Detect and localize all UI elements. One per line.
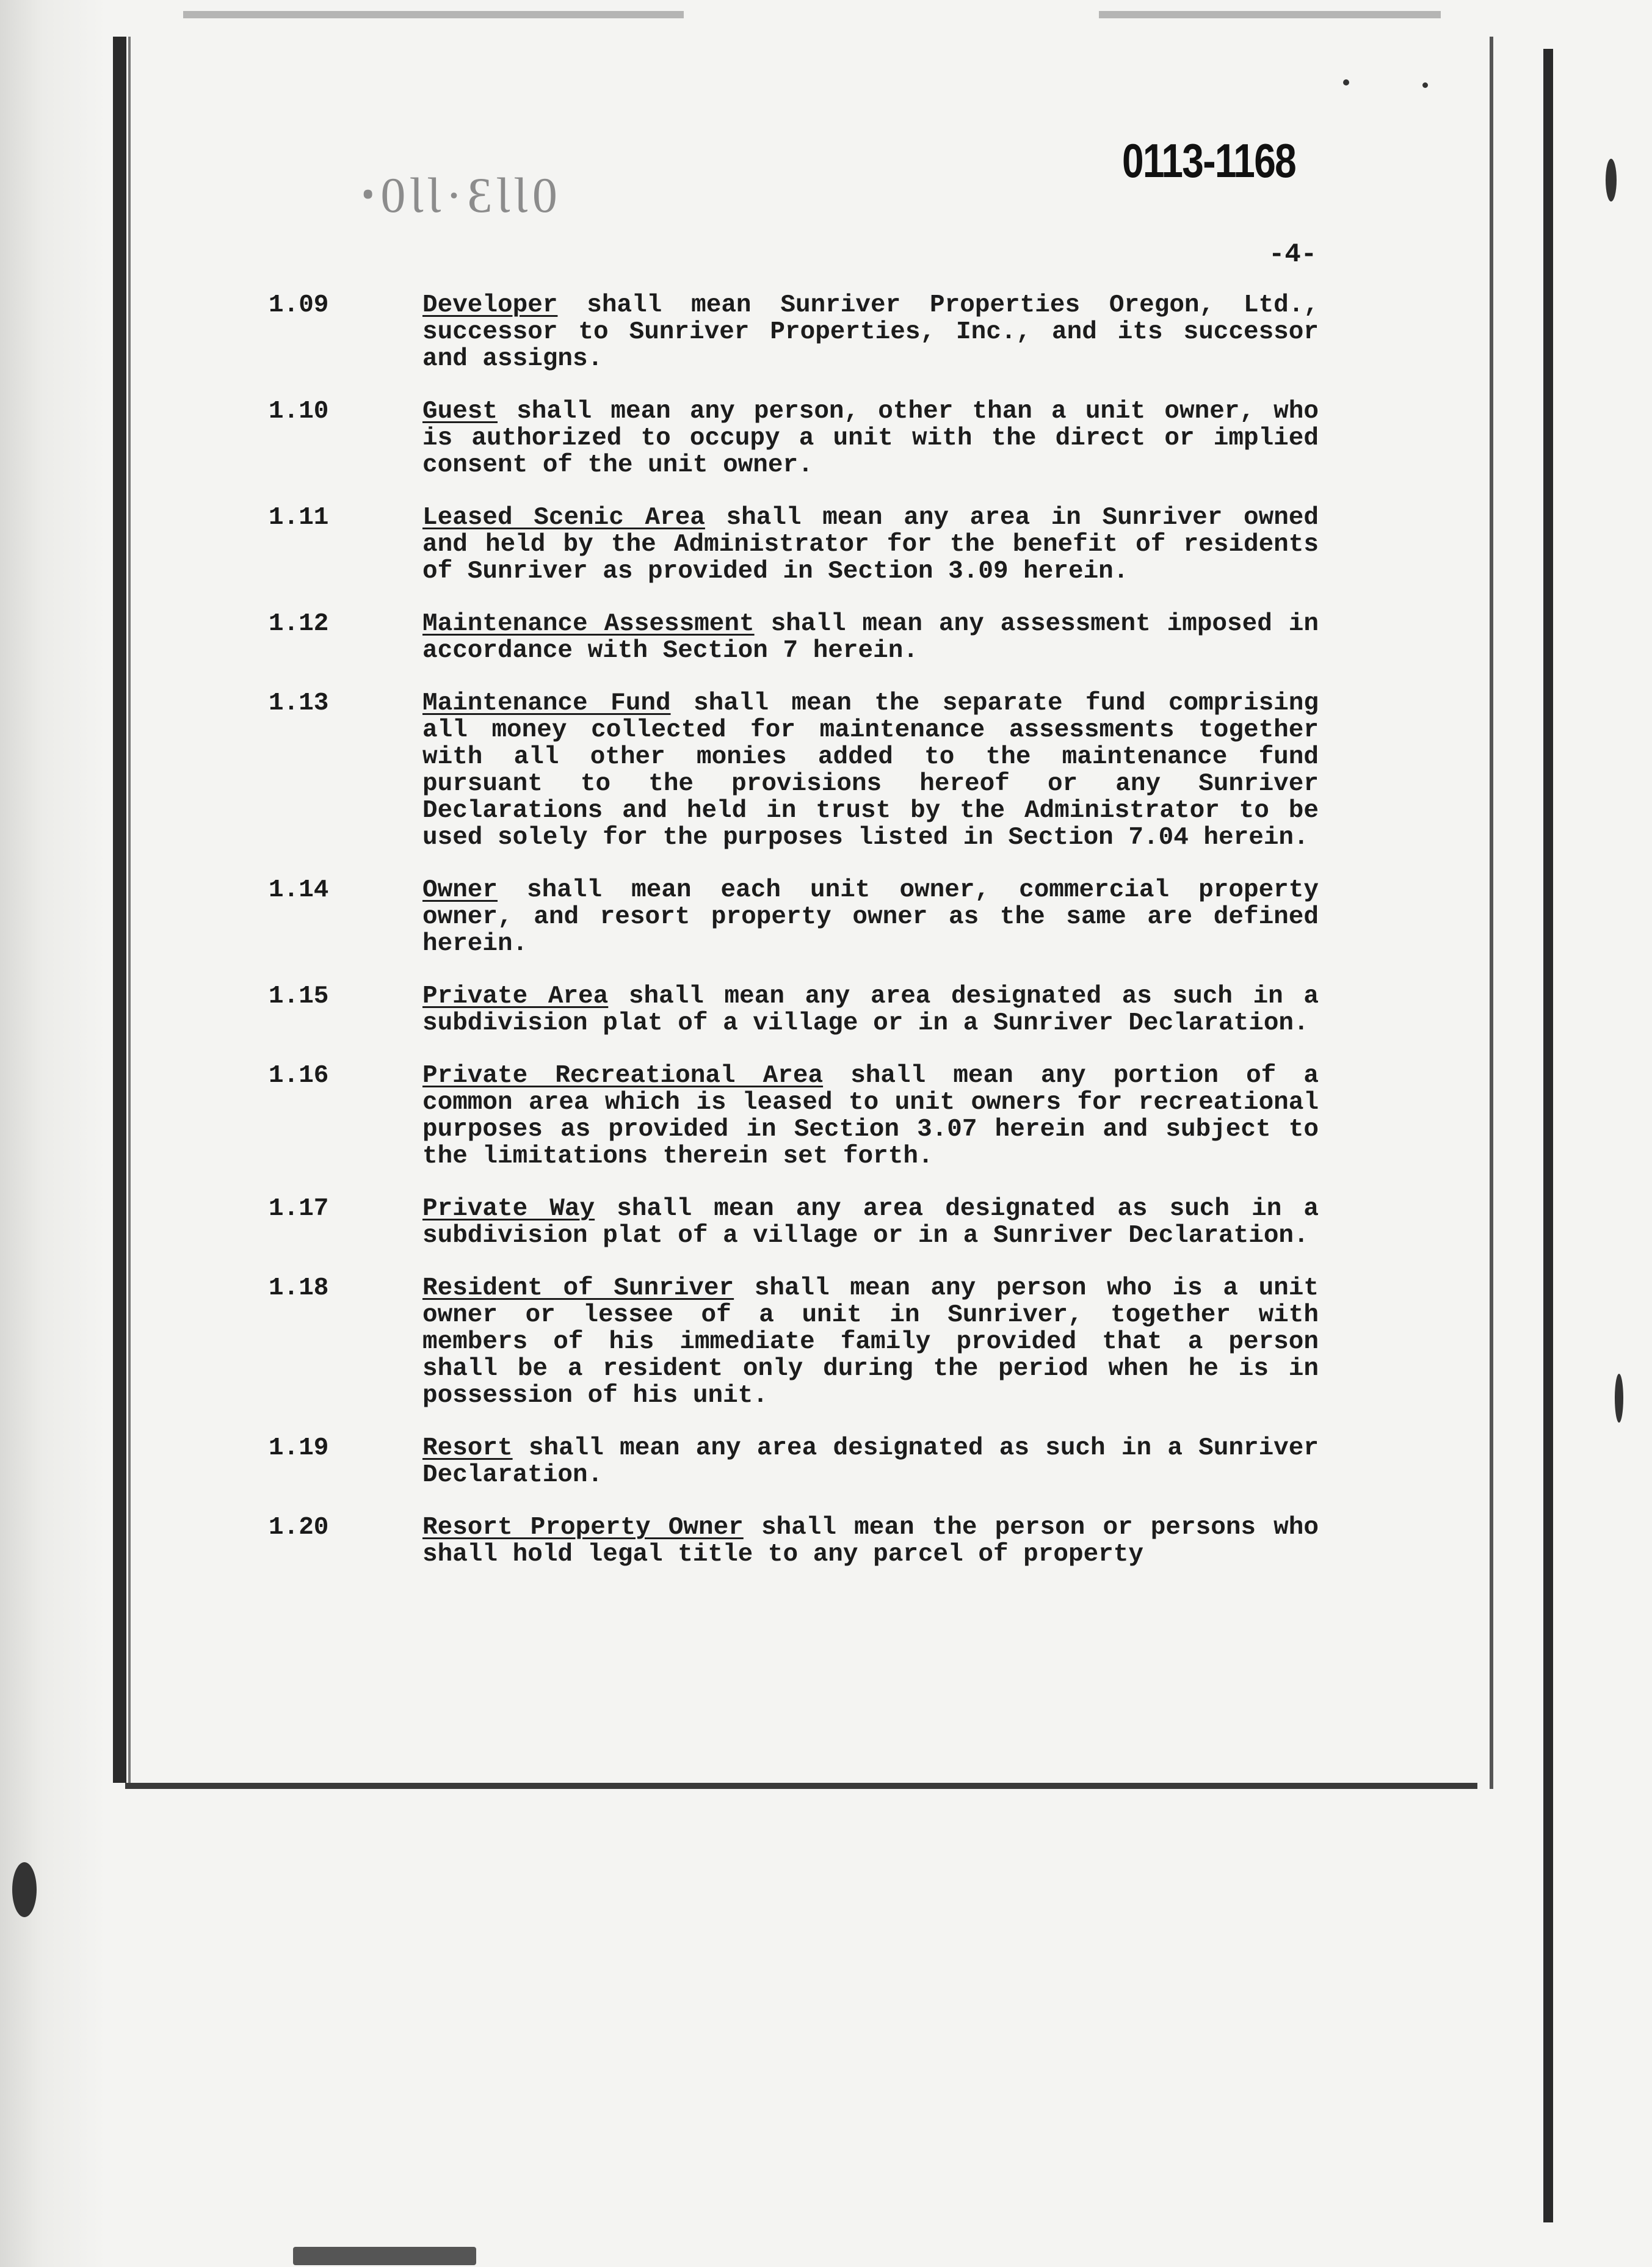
- definition-item: [269, 1435, 1319, 1489]
- definition-body: [422, 611, 1319, 664]
- faded-stamp: ꞏ0ƖƖ·ƐƖƖ0: [360, 167, 562, 223]
- page-number: -4-: [1269, 239, 1317, 270]
- definition-body: [422, 292, 1319, 372]
- definition-body: [422, 877, 1319, 957]
- definition-number: 1.15: [269, 982, 329, 1010]
- definition-body: [422, 1514, 1319, 1568]
- definition-number: 1.18: [269, 1274, 329, 1302]
- page-border-bottom: [125, 1783, 1477, 1789]
- definition-term: Resort Property Owner: [422, 1514, 744, 1542]
- definition-text: shall mean any area designated as such in a subdivision plat of a village or in a Sunriver Declaration.: [422, 982, 1319, 1037]
- definition-item: [269, 983, 1319, 1037]
- definition-text: shall mean the separate fund comprising all money collected for maintenance assessments together with all other monies added to the maintenance fund pursuant to the provisions hereof or any Sunriver Declarations and held in trust by the Administrator to be used solely for the purposes listed in Section 7.04 herein.: [422, 689, 1319, 852]
- definition-item: [269, 1195, 1319, 1249]
- definition-number: 1.16: [269, 1062, 329, 1090]
- document-number: 0113-1168: [1122, 134, 1296, 187]
- definition-number: 1.19: [269, 1434, 329, 1462]
- definition-number: 1.10: [269, 397, 329, 426]
- scan-speck: [12, 1862, 37, 1917]
- definition-item: [269, 1514, 1319, 1568]
- definition-term: Maintenance Fund: [422, 689, 671, 717]
- definition-term: Guest: [422, 397, 498, 426]
- definition-body: [422, 1435, 1319, 1489]
- definition-term: Leased Scenic Area: [422, 504, 705, 532]
- definition-number: 1.12: [269, 610, 329, 638]
- definition-number: 1.09: [269, 291, 329, 319]
- definition-body: [422, 504, 1319, 585]
- scan-noise-top-right: [1099, 11, 1441, 18]
- definition-text: shall mean any assessment imposed in accordance with Section 7 herein.: [422, 610, 1319, 665]
- definition-body: [422, 1275, 1319, 1409]
- definition-item: [269, 690, 1319, 851]
- definition-item: [269, 504, 1319, 585]
- definition-number: 1.14: [269, 876, 329, 904]
- definition-body: [422, 398, 1319, 479]
- definition-text: shall mean any person, other than a unit owner, who is authorized to occupy a unit with the direct or implied consent of the unit owner.: [422, 397, 1319, 479]
- page-border-left: [113, 37, 126, 1783]
- definition-number: 1.17: [269, 1195, 329, 1223]
- scan-speck: [293, 2247, 476, 2265]
- definition-term: Private Recreational Area: [422, 1062, 824, 1090]
- scan-shadow-left: [0, 0, 107, 2267]
- definitions-list: [269, 292, 1319, 1594]
- scan-speck: [1343, 79, 1349, 85]
- definition-text: shall mean Sunriver Properties Oregon, Ltd., successor to Sunriver Properties, Inc., and its successor and assigns.: [422, 291, 1319, 373]
- definition-item: [269, 1062, 1319, 1170]
- definition-item: [269, 611, 1319, 664]
- page-border-right: [1543, 49, 1553, 2222]
- definition-text: shall mean any area designated as such in a Sunriver Declaration.: [422, 1434, 1319, 1489]
- definition-text: shall mean any person who is a unit owner or lessee of a unit in Sunriver, together with members of his immediate family provided that a person shall be a resident only during the period when he is in possession of his unit.: [422, 1274, 1319, 1410]
- definition-number: 1.20: [269, 1514, 329, 1542]
- scan-speck: [1615, 1374, 1623, 1423]
- definition-term: Owner: [422, 876, 498, 904]
- page-border-right-inner: [1490, 37, 1493, 1789]
- definition-term: Resort: [422, 1434, 513, 1462]
- definition-item: [269, 1275, 1319, 1409]
- page-border-left-inner: [128, 37, 131, 1783]
- scan-speck: [1422, 82, 1428, 88]
- scan-noise-top-left: [183, 11, 684, 18]
- definition-text: shall mean any portion of a common area which is leased to unit owners for recreational purposes as provided in Section 3.07 herein and subject to the limitations therein set forth.: [422, 1062, 1319, 1170]
- definition-term: Resident of Sunriver: [422, 1274, 734, 1302]
- definition-text: shall mean any area designated as such in a subdivision plat of a village or in a Sunriver Declaration.: [422, 1195, 1319, 1250]
- definition-number: 1.13: [269, 689, 329, 717]
- definition-number: 1.11: [269, 504, 329, 532]
- definition-term: Maintenance Assessment: [422, 610, 755, 638]
- definition-text: shall mean any area in Sunriver owned and held by the Administrator for the benefit of residents of Sunriver as provided in Section 3.09 herein.: [422, 504, 1319, 586]
- definition-term: Private Area: [422, 982, 609, 1010]
- definition-text: shall mean each unit owner, commercial property owner, and resort property owner as the same are defined herein.: [422, 876, 1319, 958]
- definition-body: [422, 983, 1319, 1037]
- definition-term: Private Way: [422, 1195, 595, 1223]
- scan-speck: [1606, 159, 1617, 201]
- definition-term: Developer: [422, 291, 558, 319]
- definition-body: [422, 1195, 1319, 1249]
- definition-item: [269, 292, 1319, 372]
- definition-item: [269, 398, 1319, 479]
- definition-item: [269, 877, 1319, 957]
- definition-text: shall mean the person or persons who shall hold legal title to any parcel of property: [422, 1514, 1319, 1569]
- definition-body: [422, 1062, 1319, 1170]
- definition-body: [422, 690, 1319, 851]
